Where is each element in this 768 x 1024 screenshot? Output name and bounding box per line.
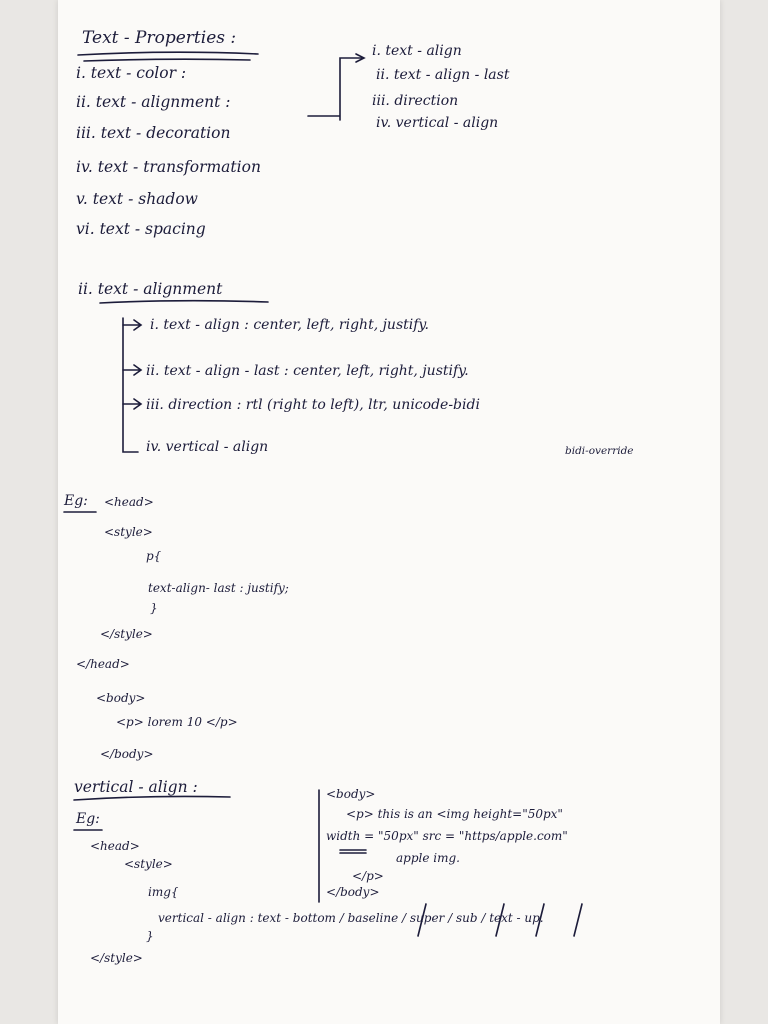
code-line: </head>	[76, 657, 130, 671]
page-heading: Text - Properties :	[82, 28, 237, 48]
section-title: ii. text - alignment	[78, 280, 223, 298]
body-line: <body>	[326, 787, 376, 801]
code-line: <p> lorem 10 </p>	[116, 715, 238, 729]
section-item: i. text - align : center, left, right, justify.	[150, 317, 429, 333]
vertical-align-title: vertical - align :	[74, 778, 198, 796]
body-line: width = "50px" src = "https/apple.com"	[326, 829, 568, 843]
alignment-sub-item: i. text - align	[372, 43, 462, 59]
section-item: iv. vertical - align	[146, 439, 269, 455]
property-item: i. text - color :	[76, 64, 187, 82]
code-line: </style>	[100, 627, 153, 641]
property-item: iii. text - decoration	[76, 124, 231, 142]
code-line: </body>	[100, 747, 154, 761]
alignment-sub-item: iv. vertical - align	[376, 115, 499, 131]
section-item: iii. direction : rtl (right to left), ltr, unicode-bidi	[146, 397, 480, 413]
code-line: vertical - align : text - bottom / baseline / super / sub / text - up.	[158, 911, 544, 925]
code-line: }	[146, 929, 154, 943]
body-line: </p>	[352, 869, 384, 883]
body-line: apple img.	[396, 851, 460, 865]
code-line: }	[150, 601, 158, 615]
property-item: v. text - shadow	[76, 190, 198, 208]
example-label: Eg:	[64, 493, 88, 509]
code-line: <style>	[104, 525, 153, 539]
alignment-sub-item: iii. direction	[372, 93, 459, 109]
code-line: <head>	[90, 839, 140, 853]
bidi-override-note: bidi-override	[565, 445, 634, 457]
body-line: <p> this is an <img height="50px"	[346, 807, 563, 821]
code-line: </style>	[90, 951, 143, 965]
property-item: vi. text - spacing	[76, 220, 206, 238]
property-item: ii. text - alignment :	[76, 93, 231, 111]
code-line: text-align- last : justify;	[148, 581, 289, 595]
code-line: <body>	[96, 691, 146, 705]
example-label: Eg:	[76, 811, 100, 827]
alignment-sub-item: ii. text - align - last	[376, 67, 510, 83]
code-line: img{	[148, 885, 179, 899]
property-item: iv. text - transformation	[76, 158, 261, 176]
section-item: ii. text - align - last : center, left, right, justify.	[146, 363, 469, 379]
code-line: <style>	[124, 857, 173, 871]
body-line: </body>	[326, 885, 380, 899]
code-line: p{	[146, 549, 162, 563]
code-line: <head>	[104, 495, 154, 509]
